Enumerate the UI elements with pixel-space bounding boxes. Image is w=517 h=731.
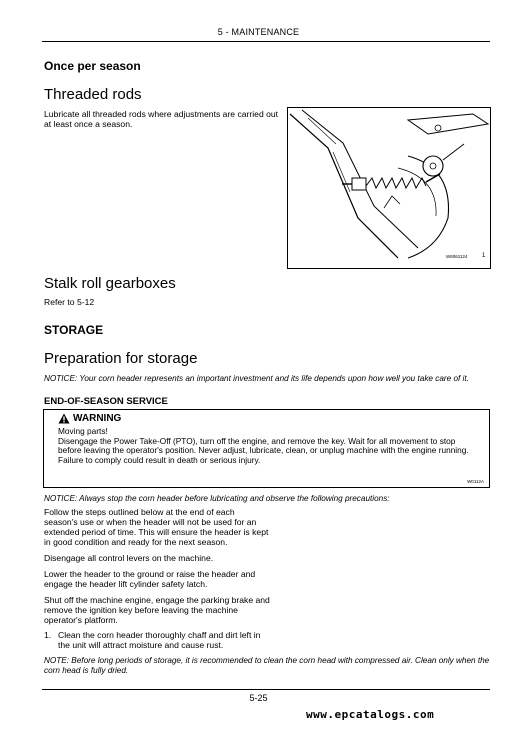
figure-id: W6061124 <box>446 254 468 259</box>
step-number: 1. <box>44 630 52 640</box>
end-of-season-paragraph: Disengage all control levers on the machine. <box>44 553 214 563</box>
warning-box <box>43 409 490 488</box>
warning-title <box>58 413 121 424</box>
watermark: www.epcatalogs.com <box>306 708 435 721</box>
end-of-season-paragraph: Shut off the machine engine, engage the parking brake and remove the ignition key before leaving the machine operator's platform. <box>44 595 270 625</box>
figure-number: 1 <box>482 253 486 259</box>
end-of-season-paragraph: Follow the steps outlined below at the end of each season's use or when the header will not be used for an extended period of time. This will ensure the header is kept in good condition and ready for the next season. <box>44 507 269 547</box>
warning-triangle-icon <box>58 413 70 424</box>
footer-rule <box>42 689 490 690</box>
end-of-season-heading: END-OF-SEASON SERVICE <box>44 396 168 407</box>
final-note: NOTE: Before long periods of storage, it is recommended to clean the corn head with compressed air. Clean only when the corn head is fully dried. <box>44 656 490 675</box>
warning-line: Disengage the Power Take-Off (PTO), turn off the engine, and remove the key. Wait for all movement to stop before leaving the operator's position. Never adjust, lubricate, clean, or unplug machine with the engine running. <box>58 435 469 456</box>
warning-line: Failure to comply could result in death or serious injury. <box>58 454 261 465</box>
threaded-rods-text: Lubricate all threaded rods where adjustments are carried out at least once a season. <box>44 109 279 129</box>
preparation-title: Preparation for storage <box>44 350 198 367</box>
warning-text <box>58 427 478 465</box>
threaded-rod-figure <box>287 107 491 269</box>
storage-notice: NOTICE: Your corn header represents an important investment and its life depends upon how well you take care of it. <box>44 374 469 383</box>
warning-line: Moving parts! <box>58 426 108 436</box>
spring-coil <box>366 178 426 188</box>
end-of-season-paragraph: Lower the header to the ground or raise the header and engage the header lift cylinder safety latch. <box>44 569 256 589</box>
end-of-season-notice: NOTICE: Always stop the corn header before lubricating and observe the following precautions: <box>44 494 390 503</box>
warning-label: WARNING <box>73 413 122 424</box>
stalk-roll-title: Stalk roll gearboxes <box>44 275 176 292</box>
warning-code: W0112A <box>467 479 484 484</box>
running-header: 5 - MAINTENANCE <box>217 27 300 37</box>
storage-heading: STORAGE <box>44 323 104 337</box>
threaded-rods-title: Threaded rods <box>44 86 142 103</box>
step-text: Clean the corn header thoroughly chaff and dirt left in the unit will attract moisture and cause rust. <box>58 630 261 650</box>
stalk-roll-text: Refer to 5-12 <box>44 297 95 307</box>
section-heading-once-per-season: Once per season <box>44 59 141 73</box>
threaded-rod-illustration <box>288 108 490 268</box>
page-number: 5-25 <box>249 693 268 703</box>
header-rule <box>42 41 490 42</box>
